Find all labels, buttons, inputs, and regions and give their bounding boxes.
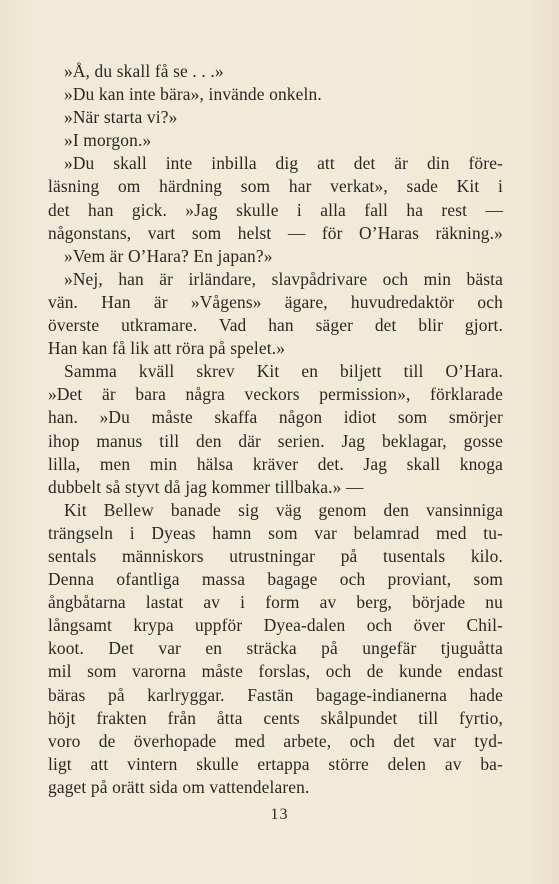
text-line: det han gick. »Jag skulle i alla fall ha rest — xyxy=(48,199,503,220)
text-line: lilla, men min hälsa kräver det. Jag skall knoga xyxy=(48,453,503,474)
body-text xyxy=(48,60,503,799)
text-line: höjt frakten från åtta cents skålpundet till fyrtio, xyxy=(48,707,503,728)
text-line: »Å, du skall få se . . .» xyxy=(64,61,224,81)
text-line: Kit Bellew banade sig väg genom den vansinniga xyxy=(64,499,503,520)
text-line: läsning om härdning som har verkat», sade Kit i xyxy=(48,176,503,197)
text-line: mil som varorna måste forslas, och de kunde endast xyxy=(48,661,503,682)
text-line: »När starta vi?» xyxy=(64,107,178,128)
text-line: »Nej, han är irländare, slavpådrivare och min bästa xyxy=(64,268,503,289)
text-line: »Vem är O’Hara? En japan?» xyxy=(64,245,273,266)
text-line: långsamt krypa uppför Dyea-dalen och över Chil- xyxy=(48,615,503,636)
text-line: dubbelt så styvt då jag kommer tillbaka.» — xyxy=(48,476,364,497)
text-line: ihop manus till den där serien. Jag beklagar, gosse xyxy=(48,430,503,451)
text-line: »Det är bara några veckors permission», förklarade xyxy=(48,384,503,405)
text-line: trängseln i Dyeas hamn som var belamrad med tu- xyxy=(48,522,503,543)
text-line: voro de överhopade med arbete, och det var tyd- xyxy=(48,730,503,751)
text-line: sentals människors utrustningar på tusentals kilo. xyxy=(48,545,503,566)
text-line: »I morgon.» xyxy=(64,130,152,151)
text-line: ångbåtarna lastat av i form av berg, började nu xyxy=(48,592,503,613)
text-line: någonstans, vart som helst — för O’Haras räkning.» xyxy=(48,222,503,243)
text-line: »Du skall inte inbilla dig att det är din före- xyxy=(64,153,503,174)
text-line: Denna ofantliga massa bagage och proviant, som xyxy=(48,569,503,590)
text-line: »Du kan inte bära», invände onkeln. xyxy=(64,84,322,105)
page-number: 13 xyxy=(270,806,289,823)
text-line: ligt att vintern skulle ertappa större delen av ba- xyxy=(48,753,503,774)
text-line: Samma kväll skrev Kit en biljett till O’Hara. xyxy=(64,361,503,382)
text-line: vän. Han är »Vågens» ägare, huvudredaktör och xyxy=(48,291,503,312)
text-line: han. »Du måste skaffa någon idiot som smörjer xyxy=(48,407,503,428)
text-line: överste utkramare. Vad han säger det blir gjort. xyxy=(48,315,503,336)
text-line: Han kan få lik att röra på spelet.» xyxy=(48,338,286,359)
text-line: gaget på orätt sida om vattendelaren. xyxy=(48,776,310,797)
text-line: bäras på karlryggar. Fastän bagage-indianerna hade xyxy=(48,684,503,705)
text-line: koot. Det var en sträcka på ungefär tjuguåtta xyxy=(48,638,503,659)
